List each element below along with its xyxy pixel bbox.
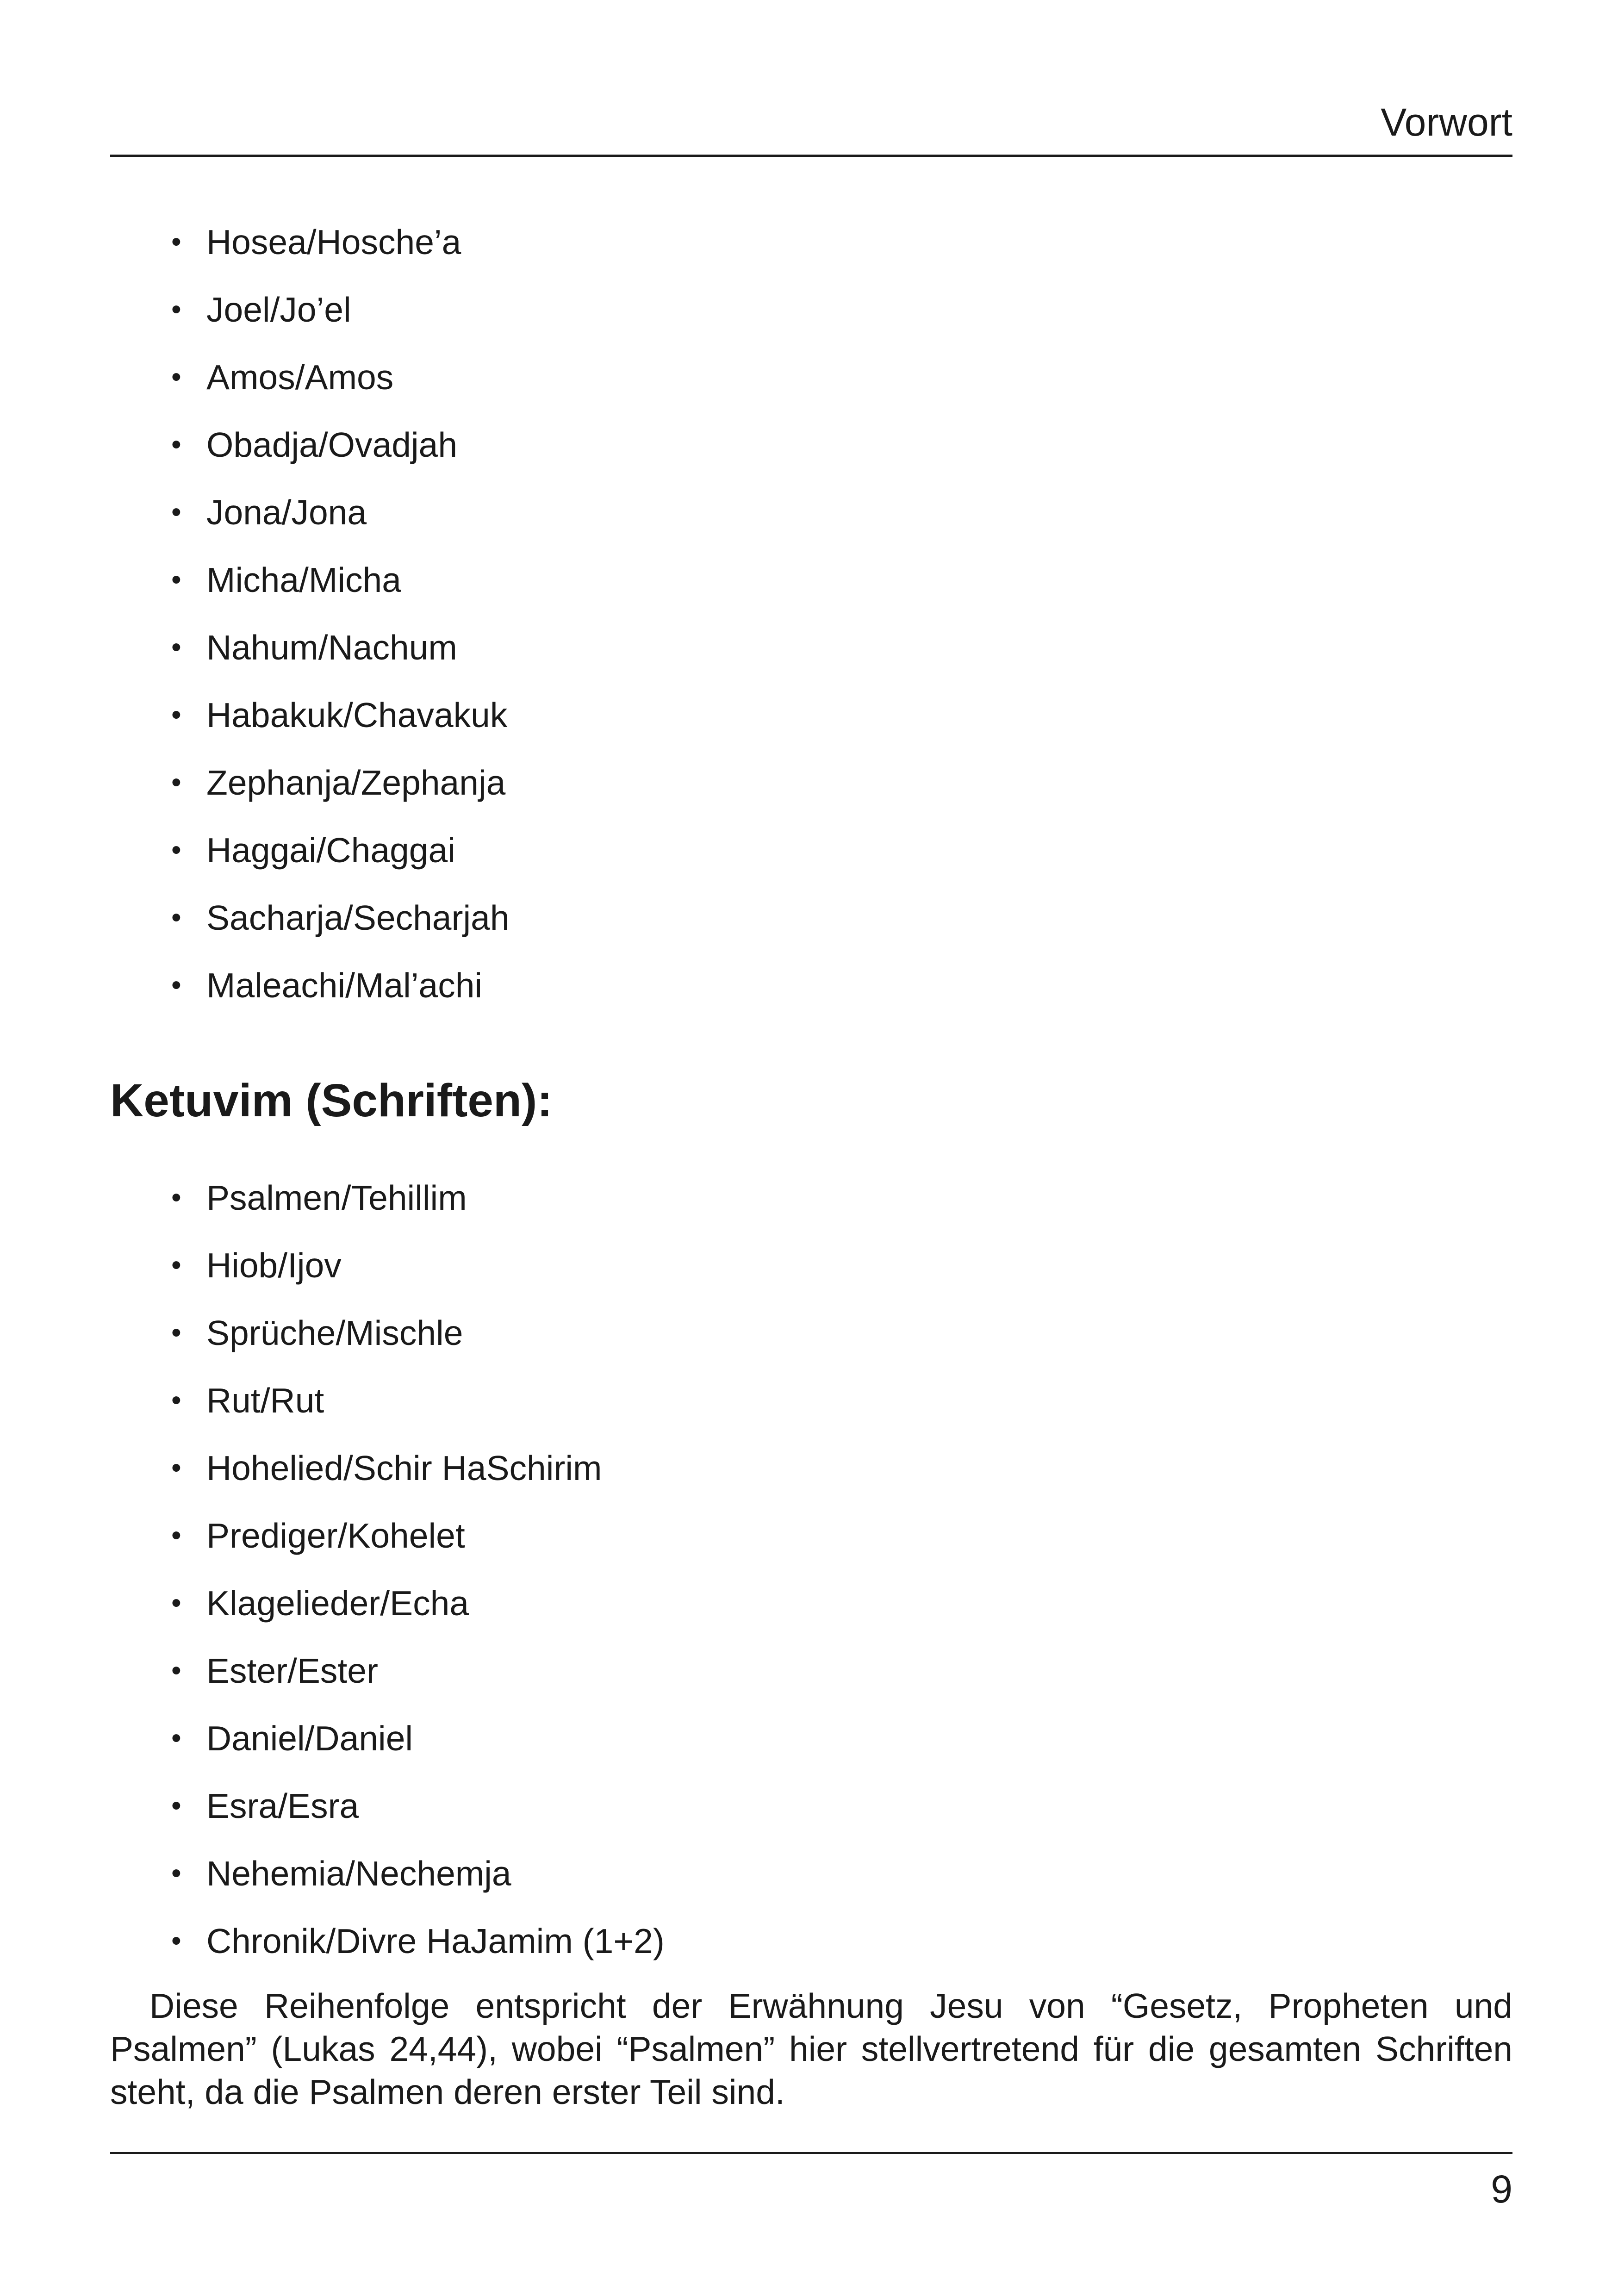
list-item: • Obadja/Ovadjah [171,411,510,479]
list-item: • Maleachi/Mal’achi [171,952,510,1019]
footer-rule [110,2152,1512,2154]
body-paragraph: Diese Reihenfolge entspricht der Erwähnung Jesu von “Gesetz, Propheten und Psalmen” (Lukas 24,44), wobei “Psalmen” hier stellvertretend für die gesamten Schriften steht, da die Psalmen deren erster Teil sind. [110,1986,1512,2111]
header-rule [110,155,1512,157]
list-item: • Habakuk/Chavakuk [171,681,510,749]
list-item: • Hosea/Hosche’a [171,208,510,276]
section-heading-ketuvim: Ketuvim (Schriften): [110,1075,553,1126]
list-item: • Klagelieder/Echa [171,1569,665,1637]
page-number: 9 [1491,2167,1512,2211]
list-item: • Esra/Esra [171,1772,665,1840]
list-item: • Rut/Rut [171,1367,665,1434]
list-item: • Sprüche/Mischle [171,1299,665,1367]
list-item: • Nehemia/Nechemja [171,1840,665,1907]
list-item: • Chronik/Divre HaJamim (1+2) [171,1907,665,1975]
running-header: Vorwort [1381,100,1512,144]
list-item: • Sacharja/Secharjah [171,884,510,952]
list-item: • Ester/Ester [171,1637,665,1705]
ketuvim-list [171,1164,665,1975]
list-item: • Haggai/Chaggai [171,816,510,884]
list-item: • Hiob/Ijov [171,1232,665,1299]
list-item: • Micha/Micha [171,546,510,614]
list-item: • Prediger/Kohelet [171,1502,665,1569]
list-item: • Joel/Jo’el [171,276,510,343]
prophets-list [171,208,510,1019]
list-item: • Amos/Amos [171,343,510,411]
list-item: • Hohelied/Schir HaSchirim [171,1434,665,1502]
list-item: • Psalmen/Tehillim [171,1164,665,1232]
list-item: • Zephanja/Zephanja [171,749,510,816]
list-item: • Jona/Jona [171,479,510,546]
list-item: • Nahum/Nachum [171,614,510,681]
list-item: • Daniel/Daniel [171,1705,665,1772]
